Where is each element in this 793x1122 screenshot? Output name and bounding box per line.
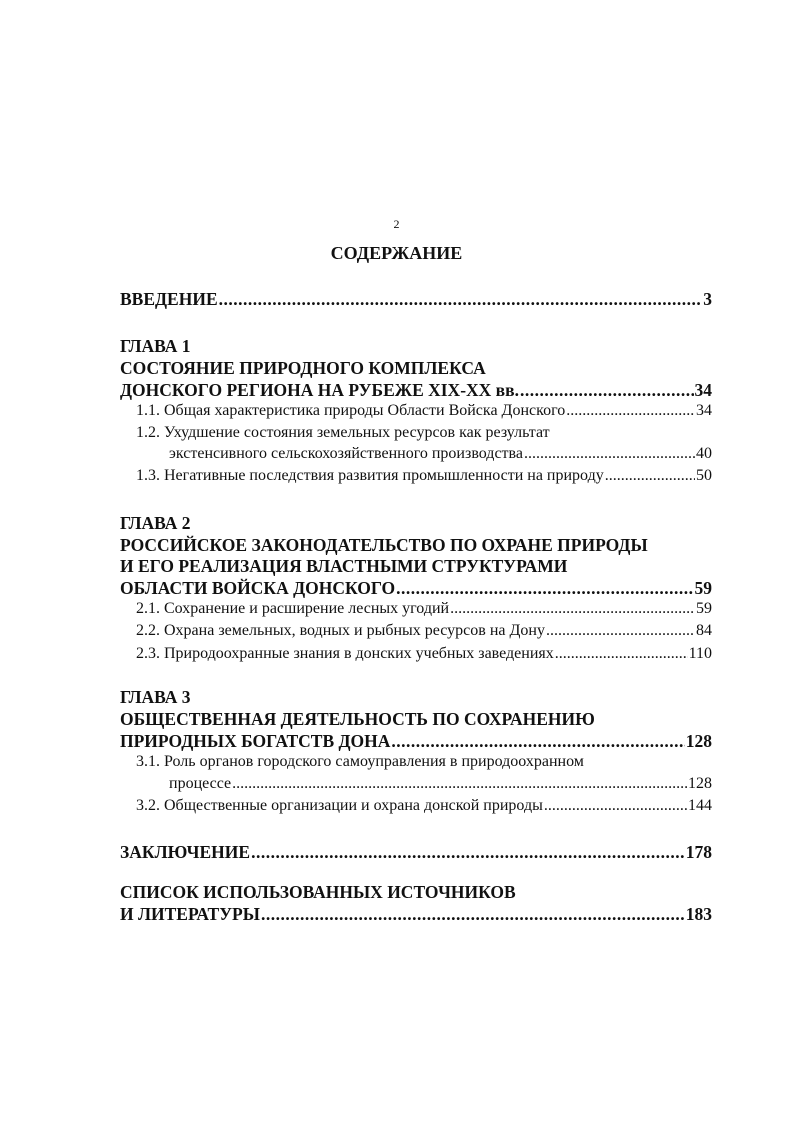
section-page: 84: [696, 622, 712, 639]
section-page: 34: [696, 402, 712, 419]
section-label: 3.2. Общественные организации и охрана донской природы: [136, 797, 543, 814]
toc-entry-page: 3: [703, 289, 712, 309]
section-page: 40: [696, 445, 712, 462]
chapter-2-title-line-1: РОССИЙСКОЕ ЗАКОНОДАТЕЛЬСТВО ПО ОХРАНЕ ПРИРОДЫ: [120, 535, 648, 555]
chapter-3-heading: ГЛАВА 3: [120, 687, 191, 707]
toc-entry-section-2-2[interactable]: [120, 622, 712, 640]
toc-entry-page: 178: [685, 842, 712, 862]
section-1-2-label[interactable]: 1.2. Ухудшение состояния земельных ресурсов как результат: [136, 424, 550, 441]
section-label: 2.1. Сохранение и расширение лесных угодий: [136, 600, 450, 617]
toc-entry-section-1-1[interactable]: [120, 402, 712, 420]
dot-leader: [232, 775, 687, 793]
section-page: 50: [696, 467, 712, 484]
toc-entry-chapter-1[interactable]: [120, 380, 712, 401]
section-label: процессе: [169, 775, 232, 792]
dot-leader: [555, 645, 688, 663]
toc-entry-label: ВВЕДЕНИЕ: [120, 289, 218, 309]
section-page: 110: [688, 645, 712, 662]
dot-leader: [544, 797, 687, 815]
section-label: 1.1. Общая характеристика природы Области Войска Донского: [136, 402, 566, 419]
section-page: 128: [688, 775, 712, 792]
chapter-1-title-end: ДОНСКОГО РЕГИОНА НА РУБЕЖЕ XIX-XX вв.: [120, 380, 519, 400]
toc-entry-section-2-1[interactable]: [120, 600, 712, 618]
toc-entry-chapter-3[interactable]: [120, 731, 712, 752]
toc-entry-label: ЗАКЛЮЧЕНИЕ: [120, 842, 251, 862]
dot-leader: [450, 600, 695, 618]
toc-entry-section-3-1[interactable]: [120, 775, 712, 793]
toc-entry-conclusion[interactable]: [120, 842, 712, 863]
toc-entry-section-1-3[interactable]: [120, 467, 712, 485]
dot-leader: [546, 622, 695, 640]
dot-leader: [391, 731, 684, 752]
section-label: экстенсивного сельскохозяйственного производства: [169, 445, 523, 462]
chapter-2-heading: ГЛАВА 2: [120, 513, 191, 533]
dot-leader: [520, 380, 694, 401]
dot-leader: [566, 402, 695, 420]
section-label: 2.2. Охрана земельных, водных и рыбных ресурсов на Дону: [136, 622, 545, 639]
toc-entry-section-2-3[interactable]: [120, 645, 712, 663]
dot-leader: [396, 578, 693, 599]
dot-leader: [219, 289, 703, 310]
dot-leader: [251, 842, 685, 863]
toc-entry-page: 183: [685, 904, 712, 924]
toc-entry-section-3-2[interactable]: [120, 797, 712, 815]
section-page: 59: [696, 600, 712, 617]
toc-entry-section-1-2[interactable]: [120, 445, 712, 463]
toc-title: СОДЕРЖАНИЕ: [330, 243, 463, 263]
section-3-1-label[interactable]: 3.1. Роль органов городского самоуправления в природоохранном: [136, 753, 584, 770]
section-label: 2.3. Природоохранные знания в донских учебных заведениях: [136, 645, 554, 662]
bibliography-title: СПИСОК ИСПОЛЬЗОВАННЫХ ИСТОЧНИКОВ: [120, 882, 516, 902]
section-label: 1.3. Негативные последствия развития промышленности на природу: [136, 467, 604, 484]
chapter-3-title: ОБЩЕСТВЕННАЯ ДЕЯТЕЛЬНОСТЬ ПО СОХРАНЕНИЮ: [120, 709, 595, 729]
toc-entry-bibliography[interactable]: [120, 904, 712, 925]
toc-entry-intro[interactable]: [120, 289, 712, 310]
bibliography-title-end: И ЛИТЕРАТУРЫ: [120, 904, 260, 924]
chapter-2-title-end: ОБЛАСТИ ВОЙСКА ДОНСКОГО: [120, 578, 396, 598]
page-number: 2: [393, 217, 400, 231]
chapter-3-title-end: ПРИРОДНЫХ БОГАТСТВ ДОНА: [120, 731, 391, 751]
chapter-1-heading: ГЛАВА 1: [120, 336, 191, 356]
dot-leader: [605, 467, 695, 485]
toc-entry-chapter-2[interactable]: [120, 578, 712, 599]
section-page: 144: [688, 797, 712, 814]
toc-entry-page: 34: [694, 380, 712, 400]
chapter-1-title: СОСТОЯНИЕ ПРИРОДНОГО КОМПЛЕКСА: [120, 358, 486, 378]
chapter-2-title-line-2: И ЕГО РЕАЛИЗАЦИЯ ВЛАСТНЫМИ СТРУКТУРАМИ: [120, 556, 568, 576]
toc-entry-page: 59: [694, 578, 712, 598]
dot-leader: [261, 904, 685, 925]
dot-leader: [524, 445, 695, 463]
toc-entry-page: 128: [685, 731, 712, 751]
